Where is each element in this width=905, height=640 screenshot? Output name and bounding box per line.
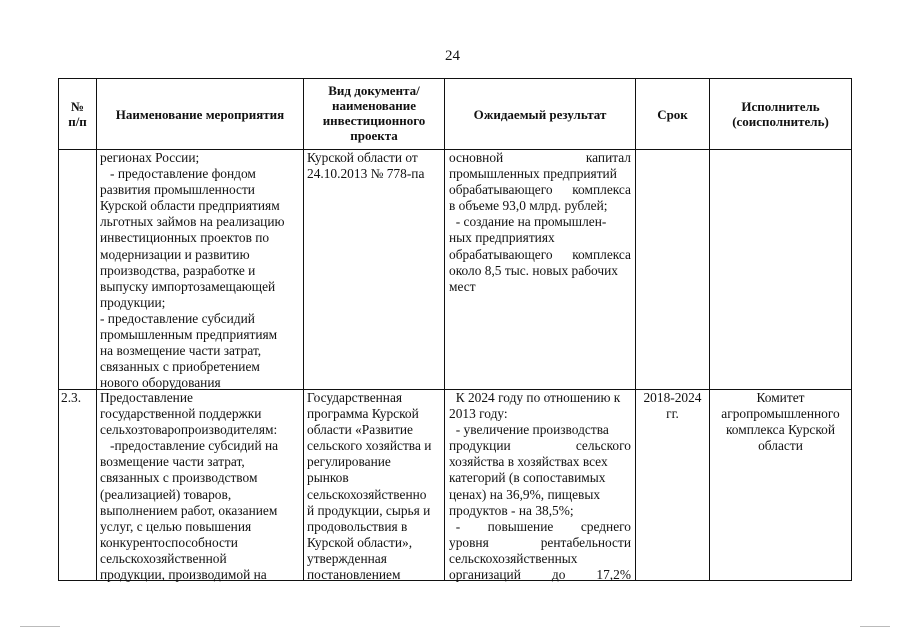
row1-document: Курской области от 24.10.2013 № 778-па [307,150,425,182]
header-name: Наименование мероприятия [115,106,285,122]
result-line: - повышение среднего [449,518,631,534]
result-line: обрабатывающего комплекса [449,246,631,262]
column-divider [635,78,636,581]
result-line: продукции сельского [449,438,631,454]
scan-edge-mark [860,626,890,627]
row2-document: Государственная программа Курской области «Развитие сельского хозяйства и регулирование рынков сельскохозяйственно й продукции, сырья и продовольствия в Курской области», утвержденная постановлением [307,390,432,583]
header-document: Вид документа/ наименование инвестиционного проекта [322,83,426,143]
result-line: обрабатывающего комплекса [449,182,631,198]
header-term: Срок [657,106,688,122]
row2-num: 2.3. [61,390,82,405]
header-result: Ожидаемый результат [473,106,607,122]
row2-term: 2018-2024 гг. [643,390,702,422]
measures-table [58,78,852,581]
page-number: 24 [445,48,460,64]
row2-executor: Комитет агропромышленного комплекса Курской области [721,390,840,454]
column-divider [709,78,710,581]
scan-edge-mark [20,626,60,627]
header-num: № п/п [68,99,87,129]
column-divider [58,78,59,581]
result-line: основной капитал [449,150,631,165]
table-border-right [851,78,852,581]
row2-result: К 2024 году по отношению к 2013 году: - увеличение производства продукции сельского хозяйства в хозяйствах всех категорий (в сопоставимых ценах) на 36,9%, пищевых продуктов - на 38,5%; - повышение среднего уровня рентабельности сельскохозяйственных организаций до 17,2% [449,390,631,583]
result-line: организаций до 17,2% [449,567,631,583]
column-divider [444,78,445,581]
column-divider [96,78,97,581]
row1-result: основной капитал промышленных предприятий обрабатывающего комплекса в объеме 93,0 млрд. рублей; - создание на промышлен- ных предприятиях обрабатывающего комплекса около 8,5 тыс. новых рабочих мест [449,150,631,294]
row2-name: Предоставление государственной поддержки сельхозтоваропроизводителям: -предоставление субсидий на возмещение части затрат, связанных с производством (реализацией) товаров, выполнением работ, оказанием услуг, с целью повышения конкурентоспособности сельскохозяйственной продукции, производимой на [100,390,279,583]
header-executor: Исполнитель (соисполнитель) [732,99,829,129]
result-line: уровня рентабельности [449,534,631,550]
row1-name: регионах России; - предоставление фондом развития промышленности Курской области предприятиям льготных займов на реализацию инвестиционных проектов по модернизации и развитию производства, разработке и выпуску импортозамещающей продукции; - предоставление субсидий промышленным предприятиям на возмещение части затрат, связанных с приобретением нового оборудования [100,150,285,391]
